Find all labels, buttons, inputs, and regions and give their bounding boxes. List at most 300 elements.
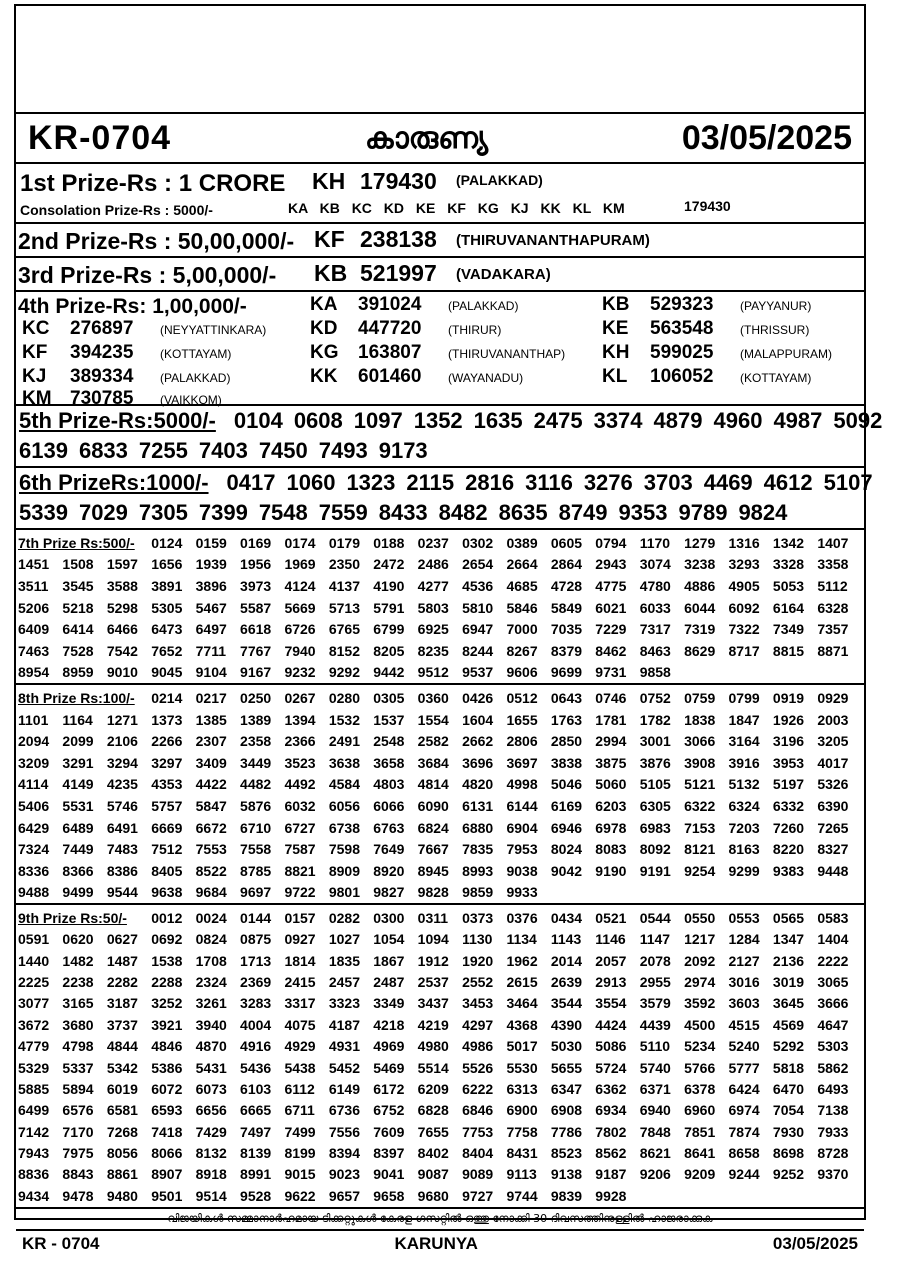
prize-number: 7548 bbox=[258, 500, 308, 525]
prize-number: 6473 bbox=[151, 621, 183, 638]
prize-number: 6908 bbox=[550, 1102, 583, 1119]
prize-number: 0282 bbox=[328, 909, 360, 926]
prize-number: 5766 bbox=[684, 1059, 716, 1076]
prize-number: 3276 bbox=[583, 470, 633, 495]
prize-number: 8698 bbox=[772, 1145, 805, 1162]
prize-number: 3019 bbox=[772, 973, 805, 990]
prize-label: 9th Prize Rs:50/- bbox=[18, 909, 127, 926]
table-row bbox=[18, 1185, 862, 1206]
prize-number: 6593 bbox=[151, 1102, 183, 1119]
prize-number: 7655 bbox=[417, 1123, 449, 1140]
prize6-label: 6th PrizeRs:1000/- bbox=[19, 470, 209, 495]
prize-number: 5818 bbox=[772, 1059, 805, 1076]
prize-number: 7483 bbox=[106, 841, 138, 858]
prize-number: 2222 bbox=[817, 952, 849, 969]
prize-number: 6149 bbox=[328, 1080, 360, 1097]
prize-number: 7553 bbox=[195, 841, 227, 858]
prize-number: 5655 bbox=[550, 1059, 583, 1076]
prize-number: 8909 bbox=[328, 862, 360, 879]
prize4-series: KF bbox=[22, 342, 48, 363]
prize-number: 5467 bbox=[195, 599, 227, 616]
prize-number: 7463 bbox=[18, 642, 50, 659]
prize9-section bbox=[16, 905, 864, 1208]
prize-number: 3545 bbox=[62, 577, 94, 594]
prize-number: 3680 bbox=[62, 1016, 94, 1033]
prize4-location: (THIRUR) bbox=[448, 323, 502, 337]
prize-number: 6044 bbox=[684, 599, 716, 616]
prize-number: 3323 bbox=[328, 995, 360, 1012]
prize-number: 7556 bbox=[328, 1123, 360, 1140]
prize-number: 1394 bbox=[284, 711, 316, 728]
prize-number: 7229 bbox=[595, 621, 627, 638]
prize-number: 8121 bbox=[684, 841, 716, 858]
prize-number: 5740 bbox=[639, 1059, 671, 1076]
prize-number: 4218 bbox=[373, 1016, 405, 1033]
prize8-section bbox=[16, 685, 864, 905]
prize-number: 1094 bbox=[417, 931, 449, 948]
prize-number: 3187 bbox=[106, 995, 138, 1012]
prize-number: 1708 bbox=[195, 952, 227, 969]
prize4-location: (PALAKKAD) bbox=[160, 371, 231, 385]
prize-number: 4149 bbox=[62, 776, 94, 793]
prize-number: 7667 bbox=[417, 841, 449, 858]
prize-number: 4017 bbox=[817, 754, 849, 771]
prize-number: 9232 bbox=[284, 664, 316, 681]
prize-number: 5342 bbox=[106, 1059, 138, 1076]
table-row bbox=[18, 838, 862, 860]
prize-number: 4986 bbox=[462, 1038, 494, 1055]
prize-number: 2850 bbox=[550, 733, 583, 750]
prize-number: 7322 bbox=[728, 621, 760, 638]
prize-number: 9442 bbox=[373, 664, 405, 681]
prize-number: 7512 bbox=[151, 841, 183, 858]
prize-number: 9173 bbox=[378, 438, 428, 463]
prize-number: 6828 bbox=[417, 1102, 449, 1119]
table-row bbox=[18, 575, 862, 597]
prize-number: 6092 bbox=[728, 599, 760, 616]
prize-number: 8139 bbox=[240, 1145, 272, 1162]
table-row bbox=[18, 882, 862, 904]
prize-number: 0373 bbox=[462, 909, 494, 926]
prize-number: 4886 bbox=[684, 577, 716, 594]
prize-number: 0188 bbox=[373, 534, 405, 551]
prize-number: 4820 bbox=[462, 776, 494, 793]
prize-number: 8397 bbox=[373, 1145, 405, 1162]
prize-number: 8431 bbox=[506, 1145, 538, 1162]
prize-number: 6665 bbox=[240, 1102, 272, 1119]
prize4-location: (THRISSUR) bbox=[740, 323, 810, 337]
prize-number: 5713 bbox=[328, 599, 360, 616]
prize-number: 3638 bbox=[328, 754, 360, 771]
prize-number: 1101 bbox=[18, 711, 49, 728]
prize7-table bbox=[18, 532, 862, 683]
prize-number: 0521 bbox=[595, 909, 627, 926]
draw-code: KR-0704 bbox=[28, 118, 172, 157]
prize-number: 5110 bbox=[639, 1038, 671, 1055]
prize-number: 6974 bbox=[728, 1102, 760, 1119]
prize-number: 3001 bbox=[639, 733, 671, 750]
prize-number: 0591 bbox=[18, 931, 50, 948]
prize-number: 2415 bbox=[284, 973, 316, 990]
table-row bbox=[18, 971, 862, 992]
prize1-label: 1st Prize-Rs : 1 CRORE bbox=[20, 170, 286, 197]
prize-number: 3328 bbox=[772, 556, 805, 573]
prize-number: 1027 bbox=[328, 931, 360, 948]
prize-number: 8635 bbox=[498, 500, 548, 525]
prize-number: 2552 bbox=[462, 973, 494, 990]
prize-number: 6960 bbox=[684, 1102, 716, 1119]
prize-number: 6833 bbox=[78, 438, 128, 463]
prize-number: 3293 bbox=[728, 556, 760, 573]
prize-number: 8918 bbox=[195, 1166, 227, 1183]
prize-number: 8523 bbox=[550, 1145, 583, 1162]
prize-number: 7153 bbox=[684, 819, 716, 836]
prize-number: 4728 bbox=[550, 577, 583, 594]
prize-number: 7652 bbox=[151, 642, 183, 659]
prize-number: 7418 bbox=[151, 1123, 183, 1140]
prize-number: 2654 bbox=[462, 556, 494, 573]
prize-number: 1323 bbox=[346, 470, 396, 495]
prize-number: 2806 bbox=[506, 733, 538, 750]
prize-number: 1352 bbox=[413, 408, 463, 433]
prize-number: 0217 bbox=[195, 689, 227, 706]
prize-number: 3511 bbox=[18, 577, 49, 594]
prize-number: 4219 bbox=[417, 1016, 449, 1033]
prize-number: 7587 bbox=[284, 841, 316, 858]
prize-number: 8433 bbox=[378, 500, 428, 525]
prize-number: 6618 bbox=[240, 621, 272, 638]
prize-number: 3205 bbox=[817, 733, 849, 750]
prize1-section bbox=[16, 164, 864, 224]
prize-number: 9209 bbox=[684, 1166, 716, 1183]
prize4-location: (KOTTAYAM) bbox=[740, 371, 812, 385]
prize4-ticket: 447720 bbox=[358, 318, 422, 339]
prize-number: 9722 bbox=[284, 884, 316, 901]
prize-number: 9254 bbox=[684, 862, 716, 879]
prize-number: 0417 bbox=[226, 470, 276, 495]
prize-number: 4803 bbox=[373, 776, 405, 793]
prize-number: 9010 bbox=[106, 664, 138, 681]
prize-number: 1781 bbox=[595, 711, 627, 728]
table-row bbox=[18, 1164, 862, 1185]
prize-number: 7542 bbox=[106, 642, 138, 659]
prize-number: 7933 bbox=[817, 1123, 849, 1140]
prize-number: 0302 bbox=[462, 534, 494, 551]
prize-number: 0159 bbox=[195, 534, 227, 551]
prize-number: 5587 bbox=[240, 599, 272, 616]
prize-number: 6752 bbox=[373, 1102, 405, 1119]
prize-number: 9537 bbox=[462, 664, 494, 681]
prize-number: 5337 bbox=[62, 1059, 94, 1076]
prize-number: 1279 bbox=[684, 534, 716, 551]
prize-number: 7450 bbox=[258, 438, 308, 463]
prize4-ticket: 601460 bbox=[358, 366, 422, 387]
prize4-winner bbox=[22, 318, 266, 340]
prize-number: 5526 bbox=[462, 1059, 494, 1076]
prize-number: 8056 bbox=[106, 1145, 138, 1162]
prize1-location: (PALAKKAD) bbox=[456, 172, 543, 188]
prize-number: 2078 bbox=[639, 952, 671, 969]
prize-number: 5240 bbox=[728, 1038, 760, 1055]
table-row bbox=[18, 597, 862, 619]
prize-number: 5060 bbox=[595, 776, 627, 793]
prize-number: 8404 bbox=[462, 1145, 494, 1162]
prize-number: 3409 bbox=[195, 754, 227, 771]
blank-banner bbox=[16, 6, 864, 114]
prize-number: 3588 bbox=[106, 577, 138, 594]
prize-number: 7499 bbox=[284, 1123, 316, 1140]
prize-label: 7th Prize Rs:500/- bbox=[18, 534, 135, 551]
prize-number: 9657 bbox=[328, 1187, 360, 1204]
prize-number: 7399 bbox=[198, 500, 248, 525]
prize-number: 5757 bbox=[151, 797, 183, 814]
prize-number: 9680 bbox=[417, 1187, 449, 1204]
prize-number: 5847 bbox=[195, 797, 227, 814]
prize-number: 1134 bbox=[506, 931, 537, 948]
prize4-ticket: 394235 bbox=[70, 342, 134, 363]
prize4-ticket: 389334 bbox=[70, 366, 134, 387]
prize-number: 3703 bbox=[643, 470, 693, 495]
prize-number: 2816 bbox=[465, 470, 515, 495]
prize-number: 6978 bbox=[595, 819, 627, 836]
prize-number: 4647 bbox=[817, 1016, 849, 1033]
prize-number: 4779 bbox=[18, 1038, 50, 1055]
prize3-location: (VADAKARA) bbox=[456, 266, 551, 283]
prize9-table bbox=[18, 907, 862, 1206]
prize-number: 6656 bbox=[195, 1102, 227, 1119]
prize-number: 3973 bbox=[240, 577, 272, 594]
prize-number: 0024 bbox=[195, 909, 227, 926]
prize-number: 9190 bbox=[595, 862, 627, 879]
prize-number: 3544 bbox=[550, 995, 583, 1012]
prize-number: 7786 bbox=[550, 1123, 583, 1140]
prize-number: 5724 bbox=[595, 1059, 627, 1076]
prize-number: 8728 bbox=[817, 1145, 849, 1162]
prize-number: 1146 bbox=[595, 931, 626, 948]
prize-number: 3592 bbox=[684, 995, 716, 1012]
prize-number: 1847 bbox=[728, 711, 760, 728]
prize-number: 6824 bbox=[417, 819, 449, 836]
consolation-ticket: 179430 bbox=[684, 198, 731, 214]
prize-number: 2864 bbox=[550, 556, 583, 573]
prize-number: 0927 bbox=[284, 931, 316, 948]
prize-number: 7493 bbox=[318, 438, 368, 463]
prize-number: 1655 bbox=[506, 711, 538, 728]
prize-number: 0305 bbox=[373, 689, 405, 706]
prize-number: 6390 bbox=[817, 797, 849, 814]
prize-number: 9087 bbox=[417, 1166, 449, 1183]
prize4-ticket: 391024 bbox=[358, 294, 422, 315]
prize-number: 8199 bbox=[284, 1145, 316, 1162]
table-row bbox=[18, 1100, 862, 1121]
prize-number: 5086 bbox=[595, 1038, 627, 1055]
prize-number: 7609 bbox=[373, 1123, 405, 1140]
prize-number: 2350 bbox=[328, 556, 360, 573]
prize-number: 9244 bbox=[728, 1166, 760, 1183]
prize-number: 8152 bbox=[328, 642, 360, 659]
prize-number: 6904 bbox=[506, 819, 538, 836]
prize-number: 8954 bbox=[18, 664, 50, 681]
prize-number: 7449 bbox=[62, 841, 94, 858]
prize-number: 7029 bbox=[78, 500, 128, 525]
prize2-location: (THIRUVANANTHAPURAM) bbox=[456, 232, 650, 249]
prize-number: 3196 bbox=[772, 733, 805, 750]
prize-number: 1097 bbox=[353, 408, 403, 433]
prize-number: 9434 bbox=[18, 1187, 50, 1204]
prize-number: 1385 bbox=[195, 711, 227, 728]
prize-number: 1060 bbox=[286, 470, 336, 495]
prize-number: 8402 bbox=[417, 1145, 449, 1162]
prize-number: 8132 bbox=[195, 1145, 227, 1162]
prize-number: 0144 bbox=[240, 909, 272, 926]
prize1-ticket: 179430 bbox=[360, 168, 437, 194]
prize-number: 4879 bbox=[653, 408, 703, 433]
prize-number: 3875 bbox=[595, 754, 627, 771]
prize-number: 5803 bbox=[417, 599, 449, 616]
prize-number: 7268 bbox=[106, 1123, 138, 1140]
prize-number: 6669 bbox=[151, 819, 183, 836]
prize-number: 6983 bbox=[639, 819, 671, 836]
prize-number: 7429 bbox=[195, 1123, 227, 1140]
prize-number: 4798 bbox=[62, 1038, 94, 1055]
footer-name: KARUNYA bbox=[394, 1233, 478, 1253]
prize4-winner bbox=[22, 366, 230, 388]
prize-number: 3838 bbox=[550, 754, 583, 771]
prize-number: 4870 bbox=[195, 1038, 227, 1055]
prize-number: 5326 bbox=[817, 776, 849, 793]
prize-number: 0799 bbox=[728, 689, 760, 706]
prize4-series: KG bbox=[310, 342, 339, 363]
prize7-section bbox=[16, 530, 864, 685]
prize-number: 3658 bbox=[373, 754, 405, 771]
prize6-numbers bbox=[227, 468, 884, 498]
prize-number: 0583 bbox=[817, 909, 849, 926]
prize-number: 5197 bbox=[772, 776, 805, 793]
prize-number: 5791 bbox=[373, 599, 405, 616]
prize-number: 0620 bbox=[62, 931, 94, 948]
prize-number: 9731 bbox=[595, 664, 627, 681]
sheet-footer bbox=[16, 1231, 864, 1257]
prize-number: 6581 bbox=[106, 1102, 138, 1119]
prize-number: 9699 bbox=[550, 664, 583, 681]
prize-number: 8658 bbox=[728, 1145, 760, 1162]
prize-number: 4998 bbox=[506, 776, 538, 793]
prize-number: 0550 bbox=[684, 909, 716, 926]
prize-number: 1316 bbox=[728, 534, 760, 551]
prize-number: 8394 bbox=[328, 1145, 360, 1162]
prize-number: 1912 bbox=[417, 952, 449, 969]
prize-number: 5531 bbox=[62, 797, 94, 814]
prize-number: 4277 bbox=[417, 577, 449, 594]
prize-number: 0605 bbox=[550, 534, 583, 551]
table-row bbox=[18, 928, 862, 949]
prize-number: 3437 bbox=[417, 995, 449, 1012]
prize-number: 5305 bbox=[151, 599, 183, 616]
prize-number: 4190 bbox=[373, 577, 405, 594]
prize-number: 3908 bbox=[684, 754, 716, 771]
prize-number: 9038 bbox=[506, 862, 538, 879]
table-row bbox=[18, 662, 862, 684]
prize-number: 5206 bbox=[18, 599, 50, 616]
prize-number: 8749 bbox=[558, 500, 608, 525]
table-row bbox=[18, 640, 862, 662]
prize-number: 2014 bbox=[550, 952, 583, 969]
prize-number: 1956 bbox=[240, 556, 272, 573]
prize-number: 6347 bbox=[550, 1080, 583, 1097]
prize-number: 1635 bbox=[473, 408, 523, 433]
prize-number: 9801 bbox=[328, 884, 360, 901]
prize-number: 4905 bbox=[728, 577, 760, 594]
prize-number: 8482 bbox=[438, 500, 488, 525]
prize-number: 1440 bbox=[18, 952, 50, 969]
prize-number: 3317 bbox=[284, 995, 316, 1012]
prize-number: 8327 bbox=[817, 841, 849, 858]
prize-number: 9684 bbox=[195, 884, 227, 901]
prize-number: 4235 bbox=[106, 776, 138, 793]
prize-number: 5292 bbox=[772, 1038, 805, 1055]
prize-number: 5876 bbox=[240, 797, 272, 814]
prize-number: 9727 bbox=[462, 1187, 494, 1204]
prize-number: 1814 bbox=[284, 952, 316, 969]
prize-number: 5469 bbox=[373, 1059, 405, 1076]
prize-number: 7528 bbox=[62, 642, 94, 659]
prize-number: 9478 bbox=[62, 1187, 94, 1204]
lottery-name-ml: കാരുണ്യ bbox=[364, 120, 489, 156]
prize4-location: (PAYYANUR) bbox=[740, 299, 812, 313]
prize-number: 6491 bbox=[106, 819, 138, 836]
prize-number: 5092 bbox=[833, 408, 883, 433]
prize-number: 3737 bbox=[106, 1016, 138, 1033]
prize-number: 9206 bbox=[639, 1166, 671, 1183]
prize-number: 3579 bbox=[639, 995, 671, 1012]
prize-number: 3164 bbox=[728, 733, 760, 750]
prize-number: 1920 bbox=[462, 952, 494, 969]
prize-number: 0012 bbox=[151, 909, 183, 926]
prize-number: 6470 bbox=[772, 1080, 805, 1097]
prize-number: 4390 bbox=[550, 1016, 583, 1033]
prize-number: 5514 bbox=[417, 1059, 449, 1076]
footer-date: 03/05/2025 bbox=[772, 1233, 858, 1253]
prize-number: 8092 bbox=[639, 841, 671, 858]
prize-number: 1538 bbox=[151, 952, 183, 969]
prize-number: 9514 bbox=[195, 1187, 227, 1204]
prize-number: 1926 bbox=[772, 711, 805, 728]
prize-number: 9104 bbox=[195, 664, 227, 681]
prize-number: 2099 bbox=[62, 733, 94, 750]
prize-number: 9744 bbox=[506, 1187, 538, 1204]
prize-number: 5438 bbox=[284, 1059, 316, 1076]
prize-number: 4929 bbox=[284, 1038, 316, 1055]
prize-number: 8907 bbox=[151, 1166, 183, 1183]
prize4-series: KJ bbox=[22, 366, 47, 387]
prize-number: 7324 bbox=[18, 841, 50, 858]
prize-number: 4353 bbox=[151, 776, 183, 793]
prize-number: 1532 bbox=[328, 711, 360, 728]
prize4-series: KE bbox=[602, 318, 629, 339]
prize-number: 8463 bbox=[639, 642, 671, 659]
prize-number: 8083 bbox=[595, 841, 627, 858]
prize-number: 6736 bbox=[328, 1102, 360, 1119]
prize-number: 3294 bbox=[106, 754, 138, 771]
prize-number: 9023 bbox=[328, 1166, 360, 1183]
prize-number: 1147 bbox=[639, 931, 671, 948]
prize-number: 1838 bbox=[684, 711, 716, 728]
prize-number: 1487 bbox=[106, 952, 138, 969]
prize-number: 8920 bbox=[373, 862, 405, 879]
prize-number: 5777 bbox=[728, 1059, 760, 1076]
prize-number: 0627 bbox=[106, 931, 138, 948]
prize-number: 8267 bbox=[506, 642, 538, 659]
